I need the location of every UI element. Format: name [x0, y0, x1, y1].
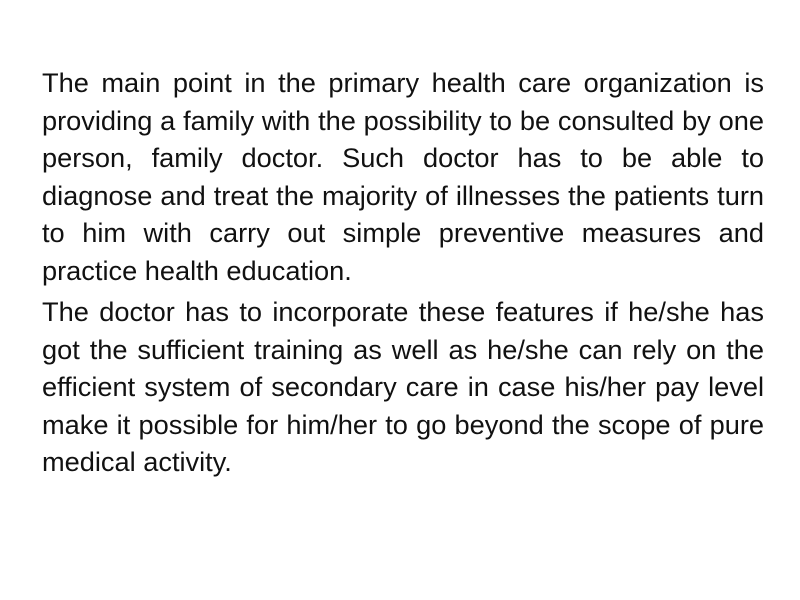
paragraph-primary-care: The main point in the primary health care organization is providing a family with the possibility to be consulted by one person, family doctor. Such doctor has to be able to diagnose and treat the majority of illnesses the patients turn to him with carry out simple preventive measures and practice health education.	[42, 67, 764, 286]
paragraph-doctor-features: The doctor has to incorporate these features if he/she has got the sufficient training as well as he/she can rely on the efficient system of secondary care in case his/her pay level make it possible for him/her to go beyond the scope of pure medical activity.	[42, 296, 764, 477]
